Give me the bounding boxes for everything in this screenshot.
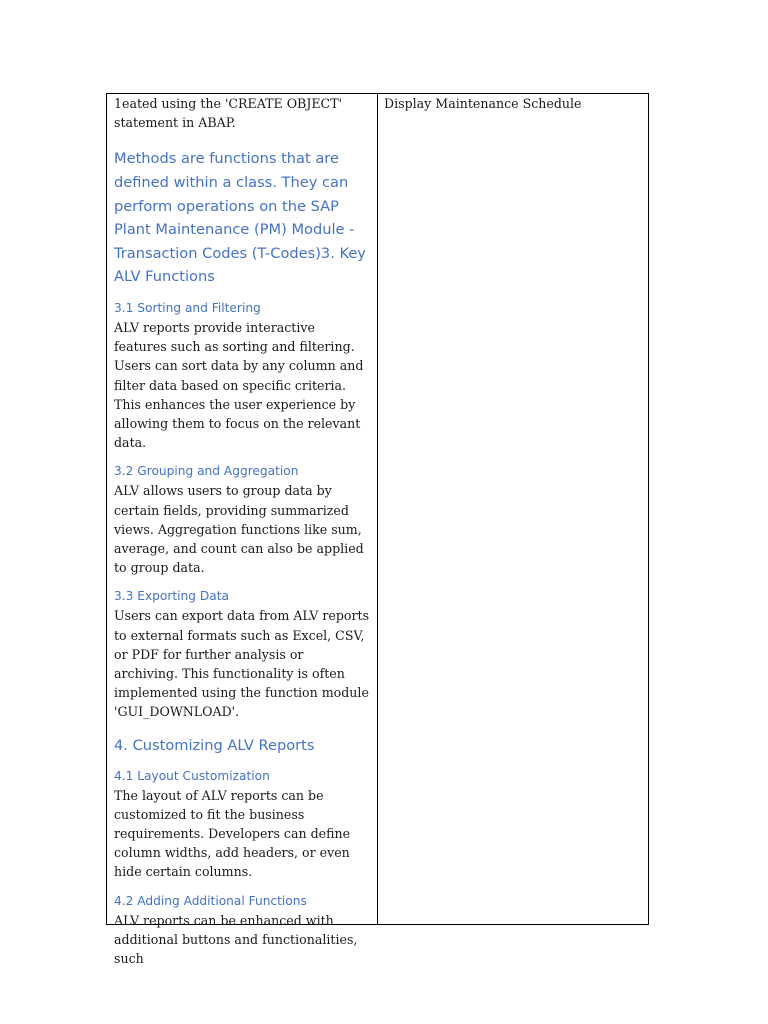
section-heading-4-2: 4.2 Adding Additional Functions [114, 893, 307, 908]
section-heading-4-1: 4.1 Layout Customization [114, 768, 270, 783]
section-text-3-1: ALV reports provide interactive features such as sorting and filtering. Users can sort data by any column and filter data based on specific criteria. This enhances the user experience by allowing them to focus on the relevant data. [114, 319, 364, 451]
section-heading-3-1: 3.1 Sorting and Filtering [114, 300, 261, 315]
right-column [378, 94, 648, 924]
section-heading-3-3: 3.3 Exporting Data [114, 589, 229, 604]
main-heading: Methods are functions that are defined within a class. They can perform operations on the SAP Plant Maintenance (PM) Module - Transaction Codes (T-Codes)3. Key ALV Functions [114, 150, 366, 286]
section-text-3-3: Users can export data from ALV reports to external formats such as Excel, CSV, or PDF for further analysis or archiving. This functionality is often implemented using the function module 'GUI_DOWNLOAD'. [114, 608, 370, 720]
section-text-3-2: ALV allows users to group data by certain fields, providing summarized views. Aggregation functions like sum, average, and count can also be applied to group data. [114, 483, 364, 576]
intro-paragraph: 1eated using the 'CREATE OBJECT' statement in ABAP. [114, 96, 343, 131]
section-text-4-2: ALV reports can be enhanced with additional buttons and functionalities, such [114, 912, 358, 967]
left-column [107, 94, 378, 967]
section-heading-4: 4. Customizing ALV Reports [114, 736, 315, 754]
section-heading-3-2: 3.2 Grouping and Aggregation [114, 464, 299, 479]
section-text-4-1: The layout of ALV reports can be customized to fit the business requirements. Developers can define column widths, add headers, or even hide certain columns. [114, 787, 351, 880]
right-column-text: Display Maintenance Schedule [384, 96, 582, 111]
content-table [106, 93, 649, 967]
